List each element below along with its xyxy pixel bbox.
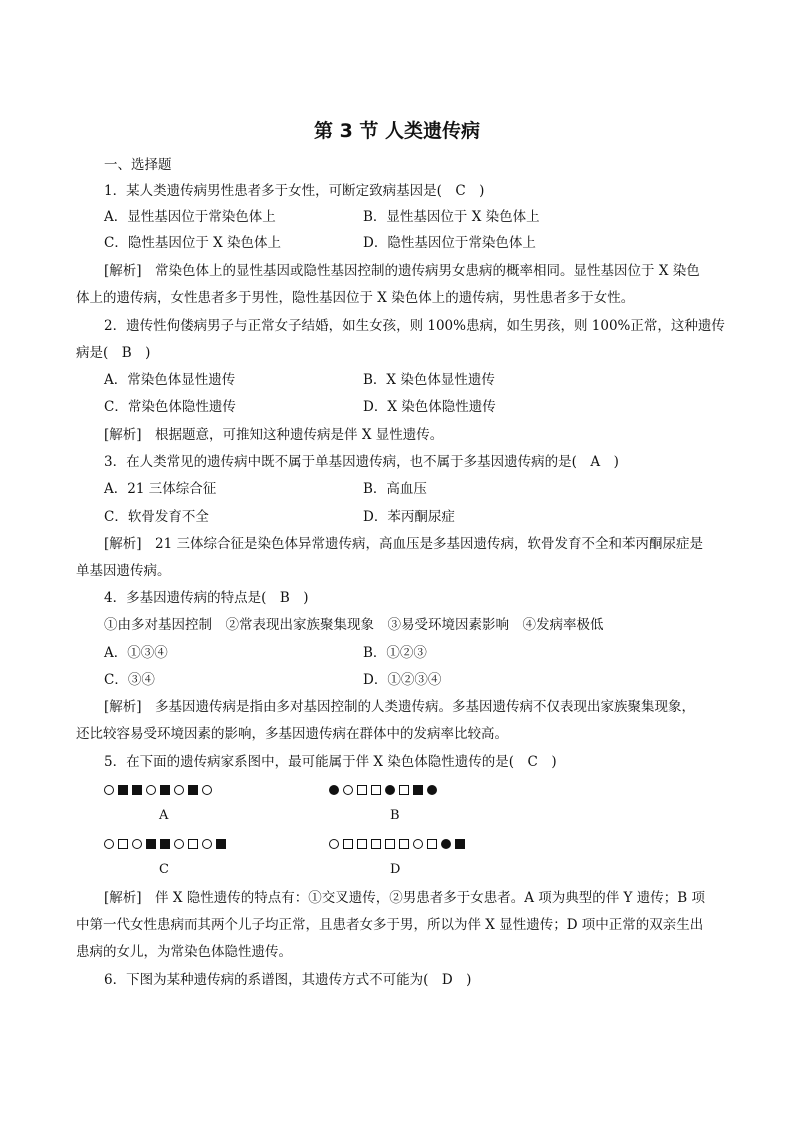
circle-filled-symbol-icon (385, 785, 395, 795)
q2-option-b: B．X 染色体显性遗传 (363, 372, 495, 388)
pedigree-a (104, 781, 216, 799)
pedigree-d (329, 835, 469, 853)
q2-stem-line1: 2．遗传性佝偻病男子与正常女子结婚，如生女孩，则 100%患病，如生男孩，则 100%正常，这种遗传 (104, 318, 725, 334)
q3-explanation-line2: 单基因遗传病。 (76, 563, 171, 579)
circle-open-symbol-icon (174, 839, 184, 849)
square-open-symbol-icon (343, 839, 353, 849)
q1-option-d: D．隐性基因位于常染色体上 (363, 235, 536, 251)
circle-open-symbol-icon (104, 839, 114, 849)
square-filled-symbol-icon (160, 785, 170, 795)
square-filled-symbol-icon (132, 785, 142, 795)
circle-open-symbol-icon (174, 785, 184, 795)
circle-filled-symbol-icon (441, 839, 451, 849)
section-heading: 一、选择题 (104, 157, 172, 173)
pedigree-b (329, 781, 441, 799)
q4-option-b: B．①②③ (363, 645, 427, 661)
square-filled-symbol-icon (216, 839, 226, 849)
square-open-symbol-icon (427, 839, 437, 849)
q3-option-b: B．高血压 (363, 481, 427, 497)
square-open-symbol-icon (399, 785, 409, 795)
q3-option-a: A．21 三体综合征 (104, 481, 217, 497)
q4-explanation-line1: [解析] 多基因遗传病是指由多对基因控制的人类遗传病。多基因遗传病不仅表现出家族聚集现象， (104, 699, 696, 715)
q1-option-a: A．显性基因位于常染色体上 (104, 209, 276, 225)
pedigree-label-d: D (390, 862, 401, 877)
square-filled-symbol-icon (413, 785, 423, 795)
circle-open-symbol-icon (343, 785, 353, 795)
q5-explanation-line2: 中第一代女性患病而其两个儿子均正常，且患者女多于男，所以为伴 X 显性遗传；D 项中正常的双亲生出 (76, 917, 704, 933)
circle-open-symbol-icon (146, 785, 156, 795)
page-title: 第 3 节 人类遗传病 (313, 120, 481, 142)
square-open-symbol-icon (118, 839, 128, 849)
q4-option-d: D．①②③④ (363, 672, 442, 688)
square-filled-symbol-icon (146, 839, 156, 849)
q1-explanation-line2: 体上的遗传病，女性患者多于男性，隐性基因位于 X 染色体上的遗传病，男性患者多于女性。 (76, 290, 635, 306)
square-filled-symbol-icon (160, 839, 170, 849)
square-filled-symbol-icon (118, 785, 128, 795)
square-filled-symbol-icon (188, 785, 198, 795)
square-filled-symbol-icon (455, 839, 465, 849)
q3-explanation-line1: [解析] 21 三体综合征是染色体异常遗传病，高血压是多基因遗传病，软骨发育不全和苯丙酮尿症是 (104, 536, 704, 552)
q2-explanation: [解析] 根据题意，可推知这种遗传病是伴 X 显性遗传。 (104, 427, 444, 443)
q3-option-c: C．软骨发育不全 (104, 509, 209, 525)
q1-option-c: C．隐性基因位于 X 染色体上 (104, 235, 282, 251)
q4-option-c: C．③④ (104, 672, 155, 688)
q4-items: ①由多对基因控制 ②常表现出家族聚集现象 ③易受环境因素影响 ④发病率极低 (104, 617, 604, 633)
pedigree-label-b: B (390, 808, 400, 823)
q4-explanation-line2: 还比较容易受环境因素的影响，多基因遗传病在群体中的发病率比较高。 (76, 726, 508, 742)
q1-option-b: B．显性基因位于 X 染色体上 (363, 209, 540, 225)
square-open-symbol-icon (371, 839, 381, 849)
circle-open-symbol-icon (202, 785, 212, 795)
circle-open-symbol-icon (104, 785, 114, 795)
q1-explanation-line1: [解析] 常染色体上的显性基因或隐性基因控制的遗传病男女患病的概率相同。显性基因位于 X 染色 (104, 263, 700, 279)
q2-option-d: D．X 染色体隐性遗传 (363, 399, 496, 415)
circle-open-symbol-icon (413, 839, 423, 849)
q4-stem: 4．多基因遗传病的特点是( B ) (104, 590, 309, 606)
circle-open-symbol-icon (329, 839, 339, 849)
square-open-symbol-icon (399, 839, 409, 849)
pedigree-c (104, 835, 230, 853)
q3-option-d: D．苯丙酮尿症 (363, 509, 455, 525)
square-open-symbol-icon (385, 839, 395, 849)
square-open-symbol-icon (357, 839, 367, 849)
pedigree-label-a: A (159, 808, 169, 823)
square-open-symbol-icon (371, 785, 381, 795)
q2-stem-line2: 病是( B ) (76, 345, 151, 361)
square-open-symbol-icon (188, 839, 198, 849)
q2-option-c: C．常染色体隐性遗传 (104, 399, 236, 415)
q6-stem: 6．下图为某种遗传病的系谱图，其遗传方式不可能为( D ) (104, 972, 472, 988)
circle-open-symbol-icon (202, 839, 212, 849)
q2-option-a: A．常染色体显性遗传 (104, 372, 236, 388)
q3-stem: 3．在人类常见的遗传病中既不属于单基因遗传病，也不属于多基因遗传病的是( A ) (104, 454, 619, 470)
q1-stem: 1．某人类遗传病男性患者多于女性，可断定致病基因是( C ) (104, 183, 485, 199)
q5-stem: 5．在下面的遗传病家系图中，最可能属于伴 X 染色体隐性遗传的是( C ) (104, 754, 557, 770)
square-open-symbol-icon (357, 785, 367, 795)
q5-explanation-line3: 患病的女儿，为常染色体隐性遗传。 (76, 944, 292, 960)
circle-filled-symbol-icon (329, 785, 339, 795)
q5-explanation-line1: [解析] 伴 X 隐性遗传的特点有：①交叉遗传，②男患者多于女患者。A 项为典型的伴 Y 遗传；B 项 (104, 890, 705, 906)
circle-open-symbol-icon (132, 839, 142, 849)
circle-filled-symbol-icon (427, 785, 437, 795)
pedigree-label-c: C (159, 862, 169, 877)
q4-option-a: A．①③④ (104, 645, 168, 661)
